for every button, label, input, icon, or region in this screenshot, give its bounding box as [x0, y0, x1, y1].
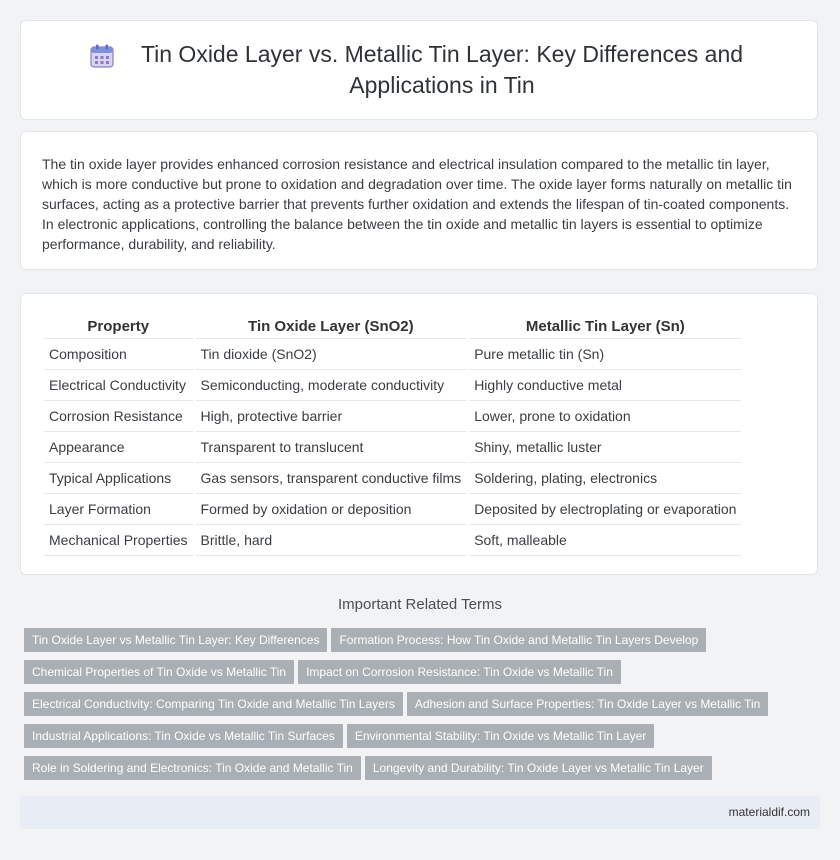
related-tag[interactable]: Chemical Properties of Tin Oxide vs Metallic Tin: [24, 660, 294, 684]
page-title: Tin Oxide Layer vs. Metallic Tin Layer: Key Differences and Applications in Tin: [140, 41, 744, 98]
header-tin-oxide: Tin Oxide Layer (SnO2): [194, 314, 468, 339]
comparison-card: [20, 293, 818, 575]
table-row: [44, 463, 741, 494]
table-cell: Soft, malleable: [468, 525, 742, 556]
table-cell: Lower, prone to oxidation: [468, 401, 742, 432]
table-row: [44, 432, 741, 463]
table-cell: Highly conductive metal: [468, 370, 742, 401]
related-tag[interactable]: Adhesion and Surface Properties: Tin Oxide Layer vs Metallic Tin: [407, 692, 769, 716]
table-cell: Soldering, plating, electronics: [468, 463, 742, 494]
related-tags: [24, 628, 824, 788]
related-tag[interactable]: Formation Process: How Tin Oxide and Metallic Tin Layers Develop: [331, 628, 706, 652]
table-cell: Semiconducting, moderate conductivity: [194, 370, 468, 401]
related-tag[interactable]: Tin Oxide Layer vs Metallic Tin Layer: Key Differences: [24, 628, 327, 652]
table-cell: Mechanical Properties: [44, 525, 194, 556]
table-cell: Pure metallic tin (Sn): [468, 339, 742, 370]
table-row: [44, 525, 741, 556]
table-row: [44, 339, 741, 370]
related-tag[interactable]: Longevity and Durability: Tin Oxide Layer vs Metallic Tin Layer: [365, 756, 712, 780]
table-cell: Gas sensors, transparent conductive films: [194, 463, 468, 494]
table-row: [44, 401, 741, 432]
calendar-icon: [89, 43, 115, 69]
related-tag[interactable]: Electrical Conductivity: Comparing Tin Oxide and Metallic Tin Layers: [24, 692, 403, 716]
intro-card: [20, 131, 818, 270]
table-cell: Transparent to translucent: [194, 432, 468, 463]
title-card: [20, 20, 818, 120]
footer-site-link[interactable]: materialdif.com: [728, 805, 810, 819]
table-cell: Tin dioxide (SnO2): [194, 339, 468, 370]
table-cell: Composition: [44, 339, 194, 370]
header-property: Property: [44, 314, 194, 339]
related-terms-heading: Important Related Terms: [338, 596, 502, 613]
related-tag[interactable]: Industrial Applications: Tin Oxide vs Metallic Tin Surfaces: [24, 724, 343, 748]
table-cell: Shiny, metallic luster: [468, 432, 742, 463]
table-cell: Typical Applications: [44, 463, 194, 494]
footer: [20, 796, 820, 829]
table-row: [44, 494, 741, 525]
table-cell: Corrosion Resistance: [44, 401, 194, 432]
intro-paragraph: The tin oxide layer provides enhanced corrosion resistance and electrical insulation compared to the metallic tin layer, which is more conductive but prone to oxidation and degradation over time. The oxide layer forms naturally on metallic tin surfaces, acting as a protective barrier that prevents further oxidation and extends the lifespan of tin-coated components. In electronic applications, controlling the balance between the tin oxide and metallic tin layers is essential to optimize performance, durability, and reliability.: [42, 156, 792, 252]
related-tag[interactable]: Impact on Corrosion Resistance: Tin Oxide vs Metallic Tin: [298, 660, 621, 684]
table-cell: Layer Formation: [44, 494, 194, 525]
table-cell: Deposited by electroplating or evaporation: [468, 494, 742, 525]
table-header-row: [44, 314, 741, 339]
table-cell: Brittle, hard: [194, 525, 468, 556]
table-cell: High, protective barrier: [194, 401, 468, 432]
comparison-table: [44, 314, 741, 556]
table-cell: Electrical Conductivity: [44, 370, 194, 401]
related-tag[interactable]: Role in Soldering and Electronics: Tin Oxide and Metallic Tin: [24, 756, 361, 780]
related-tag[interactable]: Environmental Stability: Tin Oxide vs Metallic Tin Layer: [347, 724, 654, 748]
table-cell: Appearance: [44, 432, 194, 463]
table-cell: Formed by oxidation or deposition: [194, 494, 468, 525]
header-metallic-tin: Metallic Tin Layer (Sn): [468, 314, 742, 339]
table-row: [44, 370, 741, 401]
